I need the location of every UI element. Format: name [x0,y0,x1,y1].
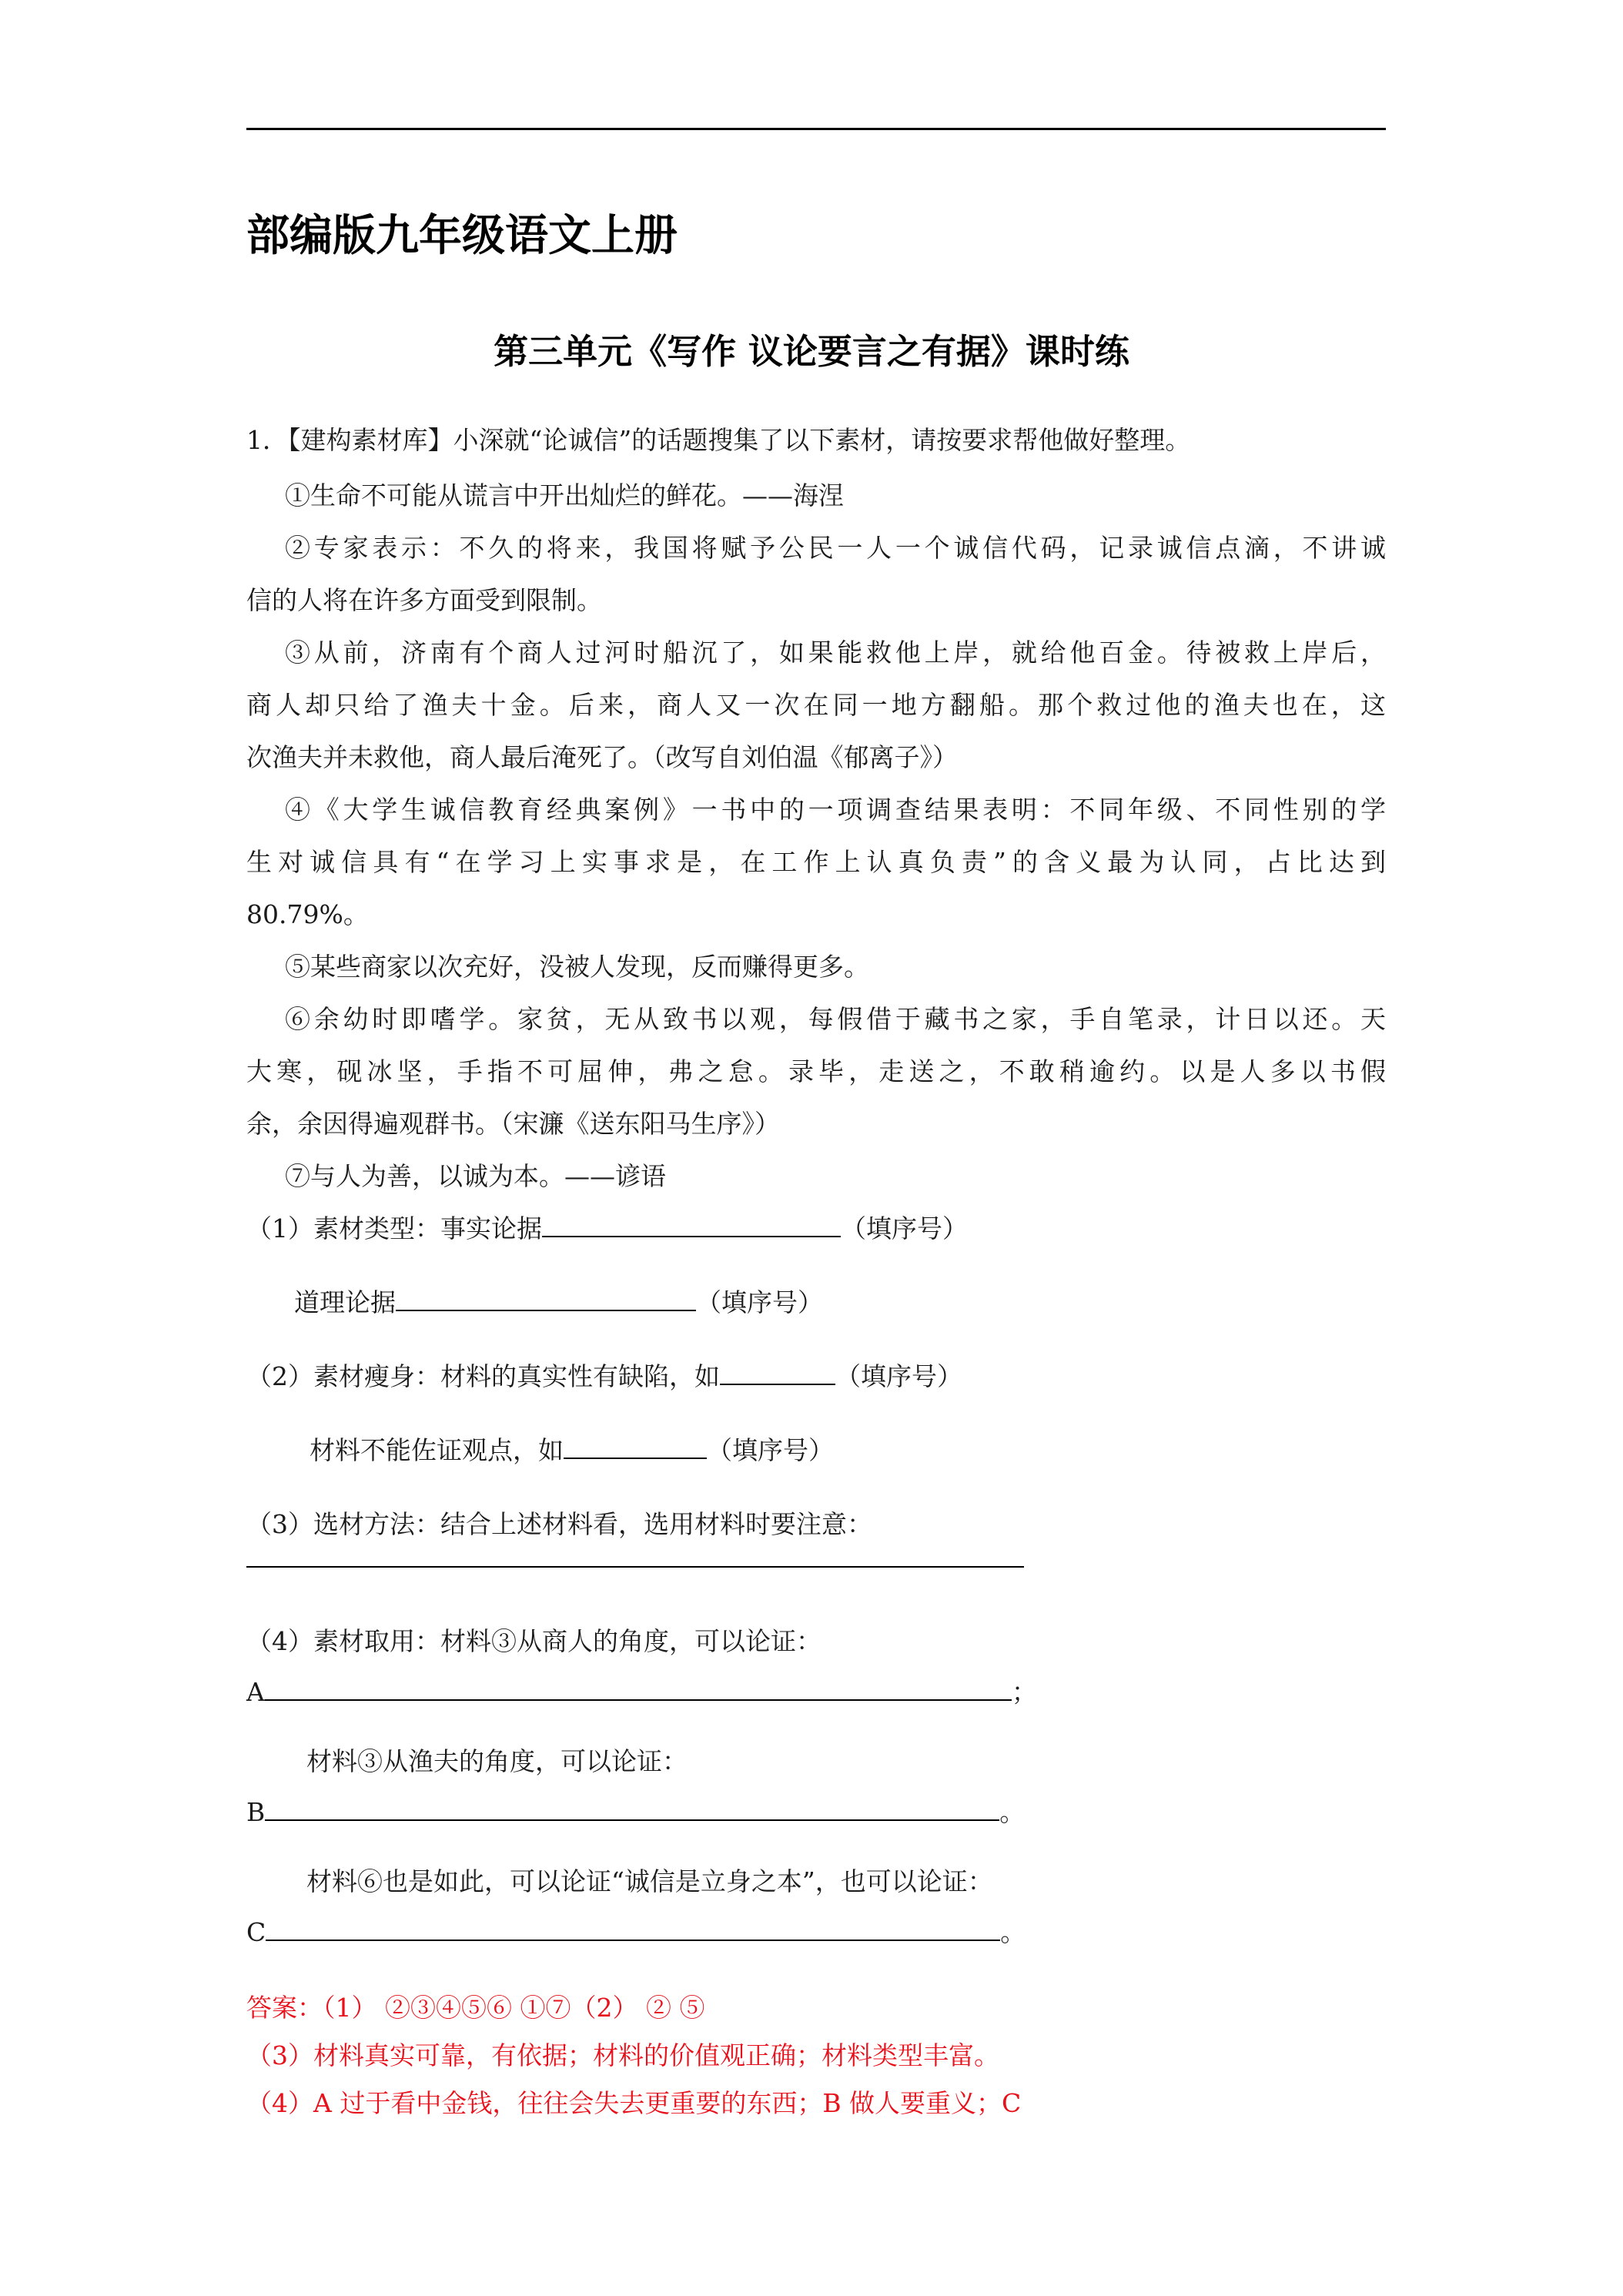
material-4-line-3: 80.79%。 [246,899,369,929]
authenticity-answer-blank[interactable] [720,1362,835,1385]
part-1-facts [246,1213,968,1244]
part-3-answer-blank[interactable] [246,1566,1024,1568]
part-2-relevance-hint: （填序号） [707,1435,834,1465]
material-6-line-3: 余，余因得遍观群书。（宋濂《送东阳马生序》） [246,1109,780,1139]
part-4-answer-a [246,1677,1037,1708]
material-3-line-3: 次渔夫并未救他，商人最后淹死了。（改写自刘伯温《郁离子》） [246,742,958,772]
answer-c-label: C [246,1917,266,1947]
material-3-line-1: ③从前，济南有个商人过河时船沉了，如果能救他上岸，就给他百金。待被救上岸后， [285,638,1386,668]
part-2-relevance-label: 材料不能佐证观点，如 [310,1435,564,1465]
part-4-answer-b [246,1797,1025,1828]
answer-a-blank[interactable] [265,1678,1012,1701]
answer-b-end: 。 [999,1797,1026,1827]
material-6-line-2: 大寒，砚冰坚，手指不可屈伸，弗之怠。录毕，走送之，不敢稍逾约。以是人多以书假 [246,1056,1386,1086]
part-4-merchant-prompt: （4）素材取用：材料③从商人的角度，可以论证： [246,1626,822,1656]
answer-b-label: B [246,1797,266,1827]
part-3-prompt: （3）选材方法：结合上述材料看，选用材料时要注意： [246,1509,872,1539]
relevance-answer-blank[interactable] [564,1436,707,1459]
part-1-reasoning-hint: （填序号） [696,1287,823,1317]
part-1-facts-label: （1）素材类型：事实论据 [246,1213,542,1243]
answer-c-blank[interactable] [266,1918,1000,1941]
material-7: ⑦与人为善，以诚为本。——谚语 [285,1161,666,1191]
material-4-line-2: 生对诚信具有“在学习上实事求是，在工作上认真负责”的含义最为认同，占比达到 [246,847,1386,877]
header-rule [246,128,1386,130]
document-title: 部编版九年级语文上册 [246,211,678,261]
part-1-facts-hint: （填序号） [841,1213,968,1243]
answer-line-2: （3）材料真实可靠，有依据；材料的价值观正确；材料类型丰富。 [246,2040,999,2070]
material-2-line-2: 信的人将在许多方面受到限制。 [246,585,602,615]
question-stem: 1．【建构素材库】小深就“论诚信”的话题搜集了以下素材，请按要求帮他做好整理。 [246,425,1191,455]
reasoning-answer-blank[interactable] [396,1288,696,1311]
facts-answer-blank[interactable] [542,1214,841,1237]
answer-b-blank[interactable] [265,1798,999,1821]
part-2-authenticity-hint: （填序号） [835,1361,962,1391]
part-2-relevance [310,1435,834,1466]
part-4-answer-c [246,1917,1026,1948]
part-4-material-6-prompt: 材料⑥也是如此，可以论证“诚信是立身之本”，也可以论证： [306,1866,993,1896]
document-subtitle: 第三单元《写作 议论要言之有据》课时练 [494,331,1129,372]
material-3-line-2: 商人却只给了渔夫十金。后来，商人又一次在同一地方翻船。那个救过他的渔夫也在，这 [246,690,1386,720]
part-4-fisherman-prompt: 材料③从渔夫的角度，可以论证： [306,1746,688,1776]
answer-a-label: A [246,1677,265,1707]
material-1: ①生命不可能从谎言中开出灿烂的鲜花。——海涅 [285,480,844,510]
answer-c-end: 。 [1000,1917,1026,1947]
material-2-line-1: ②专家表示：不久的将来，我国将赋予公民一人一个诚信代码，记录诚信点滴，不讲诚 [285,533,1386,563]
material-4-line-1: ④《大学生诚信教育经典案例》一书中的一项调查结果表明：不同年级、不同性别的学 [285,795,1386,825]
material-5: ⑤某些商家以次充好，没被人发现，反而赚得更多。 [285,952,869,982]
part-2-authenticity [246,1361,962,1392]
material-6-line-1: ⑥余幼时即嗜学。家贫，无从致书以观，每假借于藏书之家，手自笔录，计日以还。天 [285,1004,1386,1034]
part-1-reasoning [294,1287,823,1318]
answer-line-3: （4）A 过于看中金钱，往往会失去更重要的东西；B 做人要重义；C [246,2088,1022,2118]
part-2-authenticity-label: （2）素材瘦身：材料的真实性有缺陷，如 [246,1361,720,1391]
answer-line-1: 答案：（1） ②③④⑤⑥ ①⑦（2） ② ⑤ [246,1993,705,2023]
answer-a-end: ； [1011,1677,1037,1707]
part-1-reasoning-label: 道理论据 [294,1287,396,1317]
